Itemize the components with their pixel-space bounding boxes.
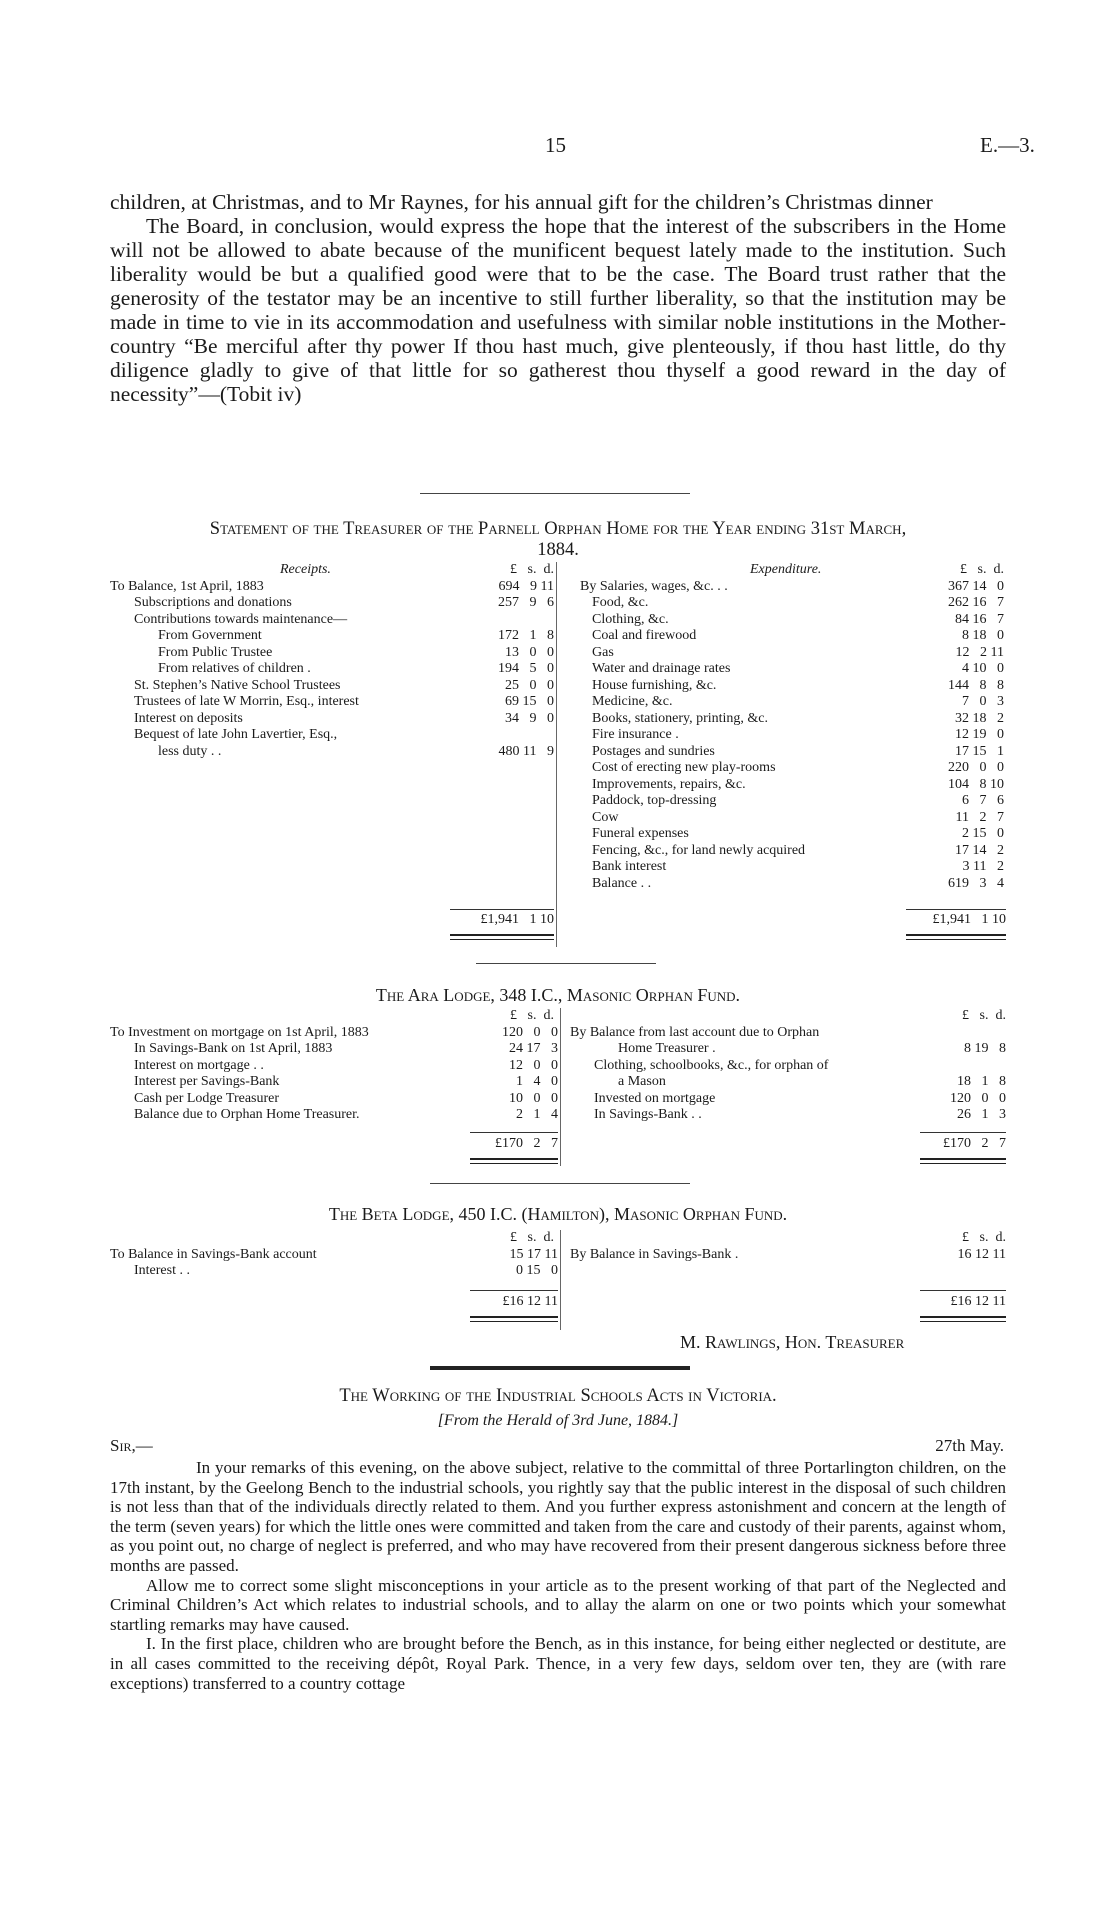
ledger-label: Fire insurance . (592, 727, 679, 742)
ledger-row (110, 1025, 558, 1042)
expenditure-column (580, 562, 1004, 892)
ledger-row (580, 595, 1004, 612)
ledger-amount: 34 9 0 (505, 710, 554, 726)
beta-left-column: £ s. d. To Balance in Savings-Bank account 15 17 11 Interest . . 0 15 0 (110, 1230, 558, 1278)
ledger-row (580, 843, 1004, 860)
ledger-label: Cost of erecting new play-rooms (592, 760, 776, 775)
ledger-row (580, 760, 1004, 777)
ledger-label: Interest on mortgage . . (134, 1057, 264, 1073)
ledger-amount: 12 19 0 (955, 727, 1004, 742)
expenditure-header-row (580, 562, 1004, 579)
ledger-label: Clothing, &c. (592, 611, 669, 627)
ledger-label: By Balance from last account due to Orphan (570, 1024, 820, 1040)
ledger-row (580, 645, 1004, 662)
ledger-label: Books, stationery, printing, &c. (592, 710, 769, 726)
ledger-row (580, 876, 1004, 893)
beta-right-column: £ s. d. By Balance in Savings-Bank . 16 12 11 (570, 1230, 1006, 1262)
ledger-amount: 17 15 1 (955, 743, 1004, 759)
ledger-amount: 8 18 0 (962, 628, 1004, 643)
ledger-label: St. Stephen’s Native School Trustees (134, 677, 341, 693)
ara-right-total: £170 2 7 (943, 1136, 1006, 1151)
statement-column-divider (556, 562, 557, 947)
ledger-amount: 144 8 8 (948, 677, 1004, 693)
ledger-amount: 17 14 2 (955, 842, 1004, 858)
letter-date: 27th May. (935, 1436, 1004, 1455)
ledger-amount: 8 19 8 (964, 1041, 1006, 1056)
ledger-row (580, 579, 1004, 596)
ledger-row (110, 744, 554, 761)
ledger-label: Interest per Savings-Bank (134, 1074, 280, 1089)
ledger-row (110, 1041, 558, 1058)
ledger-amount: 1 4 0 (516, 1074, 558, 1089)
ledger-row (570, 1041, 1006, 1058)
ledger-row (580, 678, 1004, 695)
ledger-row (110, 595, 554, 612)
ledger-amount: 619 3 4 (948, 875, 1004, 891)
ledger-label: Invested on mortgage (594, 1090, 716, 1106)
ledger-row (580, 711, 1004, 728)
ledger-row (110, 1263, 558, 1280)
ledger-label: To Balance in Savings-Bank account (110, 1246, 317, 1262)
ledger-amount: 257 9 6 (498, 595, 554, 610)
ledger-row (580, 661, 1004, 678)
ledger-label: To Investment on mortgage on 1st April, 1883 (110, 1024, 369, 1040)
ledger-amount: 3 11 2 (962, 859, 1004, 874)
ara-right-column: £ s. d. By Balance from last account due to Orphan Home Treasurer . 8 19 8 Clothing, schoolbooks, &c., for orphan of a Mason 18 1 8 Invested on mortgage 120 0 0 In Savings-Bank . . 26 1 3 (570, 1008, 1006, 1122)
ledger-label: Home Treasurer . (618, 1041, 716, 1056)
letter-title: The Working of the Industrial Schools Acts in Victoria. (339, 1386, 777, 1406)
receipts-heading: Receipts. (280, 562, 331, 577)
ledger-label: Postages and sundries (592, 743, 715, 759)
ledger-row (110, 694, 554, 711)
ledger-label: In Savings-Bank on 1st April, 1883 (134, 1041, 333, 1056)
ledger-row (110, 1074, 558, 1091)
ledger-row (110, 612, 554, 629)
ledger-row (110, 645, 554, 662)
ledger-row (580, 810, 1004, 827)
ledger-amount: 480 11 9 (498, 743, 554, 759)
ledger-label: Clothing, schoolbooks, &c., for orphan of (594, 1057, 829, 1073)
ara-lodge-title: The Ara Lodge, 348 I.C., Masonic Orphan Fund. (375, 985, 741, 1005)
letter-paragraph-3: I. In the first place, children who are brought before the Bench, as in this instance, for being either neglected or destitute, are in all cases committed to the receiving dépôt, Royal Park. Thence, in a very few days, seldom over ten, they are (with rare exceptions) transferred to a country cottage (110, 1634, 1006, 1693)
beta-column-divider (560, 1230, 561, 1330)
ledger-label: Coal and firewood (592, 628, 697, 643)
ledger-label: Gas (592, 644, 614, 660)
ledger-label: Contributions towards maintenance— (134, 611, 348, 627)
section-divider-thick (430, 1366, 690, 1370)
ledger-amount: 194 5 0 (498, 661, 554, 676)
letter-paragraph-1: In your remarks of this evening, on the above subject, relative to the committal of three Portarlington children, on the 17th instant, by the Geelong Bench to the industrial schools, you rightly say that the public interest in the disposal of such children is not less than that of the individuals directly related to them. And you further express astonishment and concern at the length of the term (seven years) for which the little ones were committed and taken from the care and custody of their parents, against whom, as you point out, no charge of neglect is preferred, and who may have recovered from their present dangerous sickness before three months are passed. (110, 1458, 1006, 1575)
ledger-amount: 104 8 10 (948, 776, 1004, 792)
ledger-amount: 172 1 8 (498, 628, 554, 643)
ledger-row (570, 1091, 1006, 1108)
ledger-amount: 84 16 7 (955, 611, 1004, 627)
ledger-amount: 24 17 3 (509, 1041, 558, 1056)
ledger-label: Fencing, &c., for land newly acquired (592, 842, 806, 858)
ledger-label: Trustees of late W Morrin, Esq., interest (134, 694, 359, 709)
ara-left-column: £ s. d. To Investment on mortgage on 1st April, 1883 120 0 0 In Savings-Bank on 1st April, 1883 24 17 3 Interest on mortgage . . 12 0 0 Interest per Savings-Bank 1 4 0 Cash per Lodge Treasurer 10 0 0 Balance due to Orphan Home Treasurer. 2 1 4 (110, 1008, 558, 1122)
ledger-label: In Savings-Bank . . (594, 1107, 702, 1122)
ledger-row (110, 711, 554, 728)
ledger-label: From Government (158, 628, 262, 643)
ledger-row (580, 694, 1004, 711)
ledger-row (110, 1247, 558, 1264)
ledger-label: Balance due to Orphan Home Treasurer. (134, 1107, 360, 1122)
expenditure-col-head: £ s. d. (960, 562, 1004, 577)
ledger-row (580, 826, 1004, 843)
ledger-label: Cash per Lodge Treasurer (134, 1090, 280, 1106)
ledger-row (580, 744, 1004, 761)
ledger-row (110, 678, 554, 695)
expenditure-total: £1,941 1 10 (932, 912, 1006, 927)
ledger-label: From relatives of children . (158, 661, 311, 676)
treasurer-signature: M. Rawlings, Hon. Treasurer (680, 1332, 905, 1352)
ledger-row (110, 1058, 558, 1075)
ledger-label: Funeral expenses (592, 826, 689, 841)
ledger-amount: 12 0 0 (509, 1057, 558, 1073)
beta-left-total: £16 12 11 (502, 1294, 558, 1309)
ledger-label: Cow (592, 809, 619, 825)
letter-paragraph-2: Allow me to correct some slight misconceptions in your article as to the present working of that part of the Neglected and Criminal Children’s Act which relates to industrial schools, and to allay the alarm on one or two points which your somewhat startling remarks may have caused. (110, 1575, 1006, 1634)
ledger-row (580, 612, 1004, 629)
ledger-row (580, 628, 1004, 645)
ledger-row (580, 859, 1004, 876)
ledger-amount: 11 2 7 (955, 809, 1004, 825)
ledger-row (570, 1058, 1006, 1075)
ledger-row (570, 1247, 1006, 1264)
beta-lodge-title: The Beta Lodge, 450 I.C. (Hamilton), Masonic Orphan Fund. (328, 1204, 788, 1224)
ledger-label: Interest on deposits (134, 710, 243, 726)
ledger-row (110, 1091, 558, 1108)
ledger-label: Bank interest (592, 859, 667, 874)
section-divider (476, 963, 656, 964)
receipts-col-head: £ s. d. (510, 562, 554, 577)
ledger-amount: 2 15 0 (962, 826, 1004, 841)
ledger-label: Bequest of late John Lavertier, Esq., (134, 727, 338, 742)
ledger-amount: 18 1 8 (957, 1074, 1006, 1089)
ledger-amount: 367 14 0 (948, 578, 1004, 594)
page-number: 15 (545, 133, 566, 157)
ledger-amount: 262 16 7 (948, 595, 1004, 610)
ledger-label: Interest . . (134, 1263, 190, 1278)
ledger-label: From Public Trustee (158, 644, 273, 660)
statement-title: Statement of the Treasurer of the Parnell Orphan Home for the Year ending 31st March, 1884. (209, 519, 907, 560)
ledger-amount: 32 18 2 (955, 710, 1004, 726)
ledger-label: House furnishing, &c. (592, 677, 717, 693)
ledger-label: Medicine, &c. (592, 694, 673, 709)
ledger-amount: 120 0 0 (950, 1090, 1006, 1106)
section-divider (420, 493, 690, 494)
intro-paragraph-1: children, at Christmas, and to Mr Raynes, for his annual gift for the children’s Christmas dinner (110, 190, 933, 214)
section-divider (430, 1183, 690, 1184)
ledger-amount: 69 15 0 (505, 694, 554, 709)
ledger-amount: 13 0 0 (505, 644, 554, 660)
ledger-amount: 694 9 11 (498, 578, 554, 594)
ledger-row (110, 1107, 558, 1124)
ledger-amount: 4 10 0 (962, 661, 1004, 676)
ledger-label: Improvements, repairs, &c. (592, 776, 746, 792)
ledger-row (110, 628, 554, 645)
ledger-row (580, 777, 1004, 794)
ledger-row (580, 793, 1004, 810)
receipts-header-row (110, 562, 554, 579)
ledger-row (570, 1074, 1006, 1091)
receipts-column (110, 562, 554, 760)
beta-right-total: £16 12 11 (950, 1294, 1006, 1309)
letter-body (110, 1458, 1006, 1693)
intro-paragraph-2: The Board, in conclusion, would express the hope that the interest of the subscribers in the Home will not be allowed to abate because of the munificent bequest lately made to the institution. Such liberality would be but a qualified good were that to be the case. The Board trust rather that the generosity of the testator may be an incentive to still further liberality, so that the institution may be made in time to vie in its accommodation and usefulness with similar noble institutions in the Mother-country “Be merciful after thy power If thou hast much, give plenteously, if thou hast little, do thy diligence gladly to give of that little for so gatherest thou thyself a good reward in the day of necessity”—(Tobit iv) (110, 214, 1006, 406)
letter-source: [From the Herald of 3rd June, 1884.] (437, 1412, 679, 1429)
ara-left-total: £170 2 7 (495, 1136, 558, 1151)
ledger-label: less duty . . (158, 743, 222, 759)
ledger-amount: 10 0 0 (509, 1090, 558, 1106)
letter-salutation: Sir,— (110, 1436, 153, 1455)
ledger-row (110, 661, 554, 678)
ara-column-divider (560, 1008, 561, 1166)
ledger-amount: 15 17 11 (509, 1246, 558, 1262)
expenditure-heading: Expenditure. (750, 562, 822, 577)
intro-text (110, 190, 1006, 406)
ledger-amount: 6 7 6 (962, 793, 1004, 808)
page-reference: E.—3. (980, 133, 1035, 157)
ledger-amount: 16 12 11 (957, 1246, 1006, 1262)
ledger-amount: 12 2 11 (955, 644, 1004, 660)
ledger-amount: 26 1 3 (957, 1107, 1006, 1122)
ledger-label: Subscriptions and donations (134, 595, 292, 610)
ledger-amount: 2 1 4 (516, 1107, 558, 1122)
ledger-row (570, 1025, 1006, 1042)
ledger-label: Food, &c. (592, 595, 649, 610)
ledger-amount: 0 15 0 (516, 1263, 558, 1278)
ledger-amount: 7 0 3 (962, 694, 1004, 709)
ledger-amount: 120 0 0 (502, 1024, 558, 1040)
ledger-row (570, 1107, 1006, 1124)
ledger-label: Paddock, top-dressing (592, 793, 717, 808)
ledger-row (580, 727, 1004, 744)
ledger-label: To Balance, 1st April, 1883 (110, 578, 264, 594)
ledger-amount: 25 0 0 (505, 677, 554, 693)
ledger-amount: 220 0 0 (948, 760, 1004, 775)
ledger-label: a Mason (618, 1074, 666, 1089)
receipts-total: £1,941 1 10 (480, 912, 554, 927)
ledger-row (110, 579, 554, 596)
ledger-label: By Balance in Savings-Bank . (570, 1246, 739, 1262)
ledger-label: Water and drainage rates (592, 661, 731, 676)
ledger-label: Balance . . (592, 875, 652, 891)
ledger-label: By Salaries, wages, &c. . . (580, 578, 728, 594)
ledger-row (110, 727, 554, 744)
